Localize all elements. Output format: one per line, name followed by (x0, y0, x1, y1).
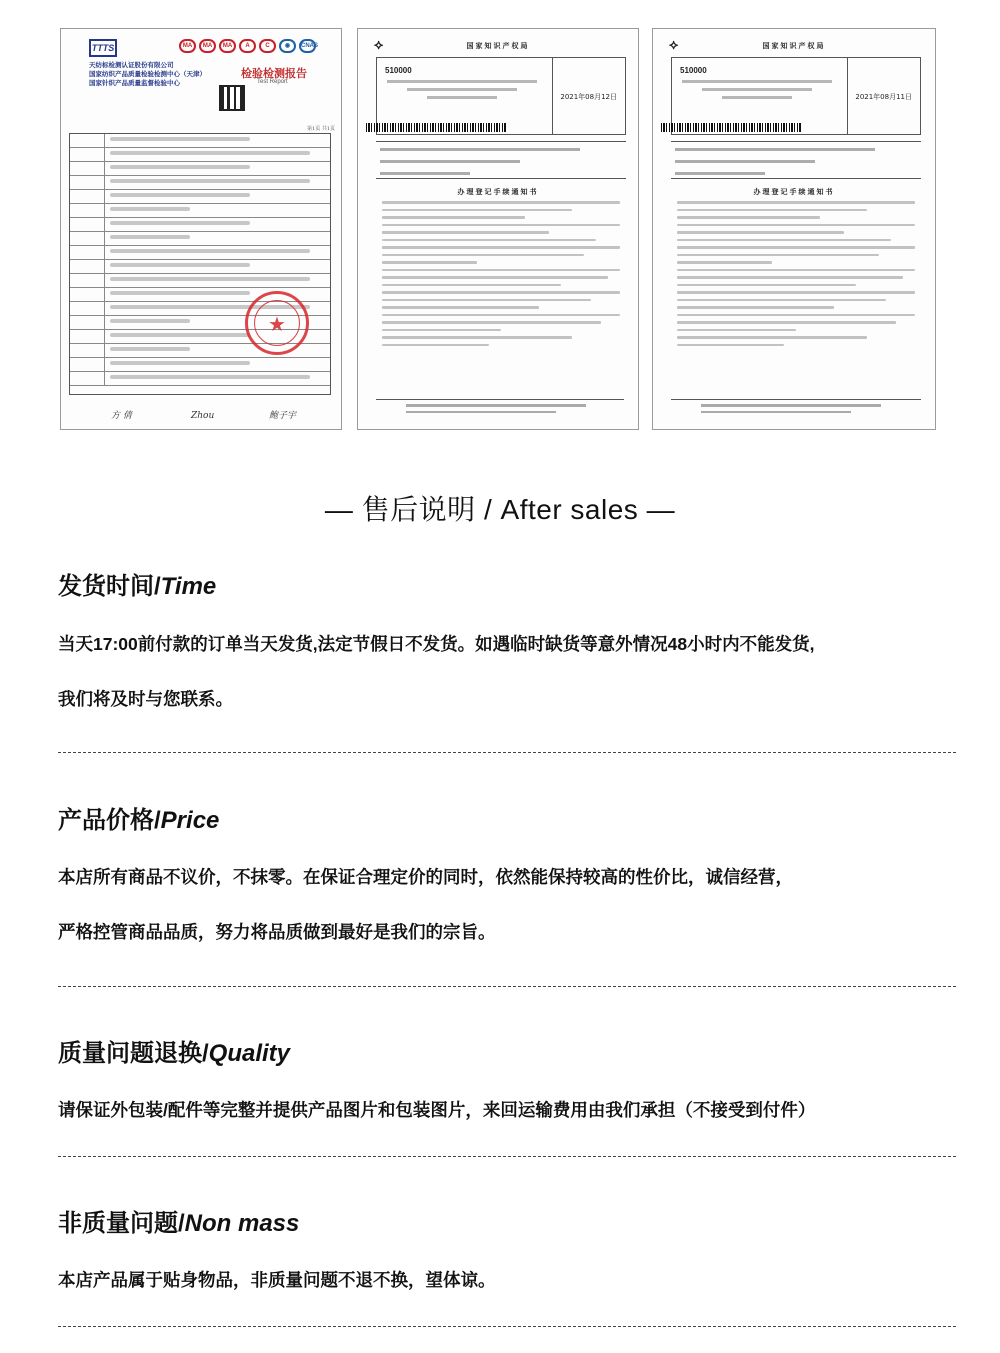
cnipa-logo-icon: ⟡ (669, 37, 679, 53)
signature-3: 鲍子宇 (269, 411, 297, 421)
dashed-divider (58, 1156, 956, 1157)
barcode-icon (661, 123, 801, 132)
test-report-table (69, 133, 331, 395)
section-text-line: 本店所有商品不议价，不抹零。在保证合理定价的同时，依然能保持较高的性价比，诚信经营， (58, 867, 793, 887)
cnas-mark-icon: CNAS (299, 39, 316, 53)
red-seal-stamp (245, 291, 309, 355)
patent-notice-footer (376, 399, 624, 421)
section-text-line: 我们将及时与您联系。 (58, 689, 233, 709)
section-heading: 非质量问题/Non mass (58, 1210, 300, 1237)
section-heading: 发货时间/Time (58, 573, 217, 600)
notice-date: 2021年08月11日 (855, 93, 912, 101)
cal-mark-icon: C (259, 39, 276, 53)
zip-code: 510000 (680, 66, 707, 75)
section-text-line: 请保证外包装/配件等完整并提供产品图片和包装图片，来回运输费用由我们承担（不接受到付件） (58, 1100, 816, 1120)
signature-1: 方 倩 (111, 411, 132, 421)
cma-mark-icon: MA (199, 39, 216, 53)
section-heading: 质量问题退换/Quality (58, 1040, 291, 1067)
ttts-logo: TTTS (89, 39, 117, 57)
section-shipping-time (58, 566, 958, 601)
patent-notice-body (677, 201, 915, 351)
barcode-icon (366, 123, 506, 132)
signature-2: Zhou (191, 411, 215, 421)
patent-notice-info (376, 141, 626, 179)
qr-code-icon (219, 85, 245, 111)
cnipa-logo-icon: ⟡ (374, 37, 384, 53)
test-report-title: 检验检测报告 (241, 67, 307, 80)
patent-notice-title: 办理登记手续通知书 (753, 188, 835, 196)
section-heading: 产品价格/Price (58, 807, 220, 834)
patent-notice-header: 国家知识产权局 (762, 42, 826, 50)
patent-notice-info (671, 141, 921, 179)
patent-notice-2 (652, 28, 936, 430)
accreditation-marks (179, 39, 319, 53)
dashed-divider (58, 986, 956, 987)
section-text-line: 本店产品属于贴身物品，非质量问题不退不换，望体谅。 (58, 1270, 496, 1290)
test-report-org-name: 天纺标检测认证股份有限公司 国家纺织产品质量检验检测中心（天津） 国家针织产品质量监督检验中心 (89, 62, 206, 87)
patent-notice-body (382, 201, 620, 351)
cma-mark-icon: MA (219, 39, 236, 53)
cma-mark-icon: MA (179, 39, 196, 53)
patent-notice-title: 办理登记手续通知书 (457, 188, 539, 196)
section-text-line: 严格控管商品品质，努力将品质做到最好是我们的宗旨。 (58, 922, 496, 942)
test-report-page-number: 第1页 共1页 (307, 126, 335, 132)
section-quality-returns (58, 1033, 958, 1068)
test-report-header (89, 37, 329, 133)
patent-notice-footer (671, 399, 921, 421)
notice-date: 2021年08月12日 (560, 93, 617, 101)
ilac-mark-icon: ◉ (279, 39, 296, 53)
dashed-divider (58, 752, 956, 753)
section-non-quality (58, 1203, 958, 1238)
test-report-subtitle: Test Report (257, 79, 288, 85)
dashed-divider (58, 1326, 956, 1327)
section-product-price (58, 800, 958, 835)
test-report-certificate (60, 28, 342, 430)
patent-notice-1 (357, 28, 639, 430)
section-text-line: 当天17:00前付款的订单当天发货,法定节假日不发货。如遇临时缺货等意外情况48小时内不能发货, (58, 634, 815, 654)
patent-notice-header: 国家知识产权局 (466, 42, 530, 50)
cal-mark-icon: A (239, 39, 256, 53)
zip-code: 510000 (385, 66, 412, 75)
after-sales-title: — 售后说明 / After sales — (324, 494, 676, 525)
star-icon: ★ (268, 312, 286, 336)
